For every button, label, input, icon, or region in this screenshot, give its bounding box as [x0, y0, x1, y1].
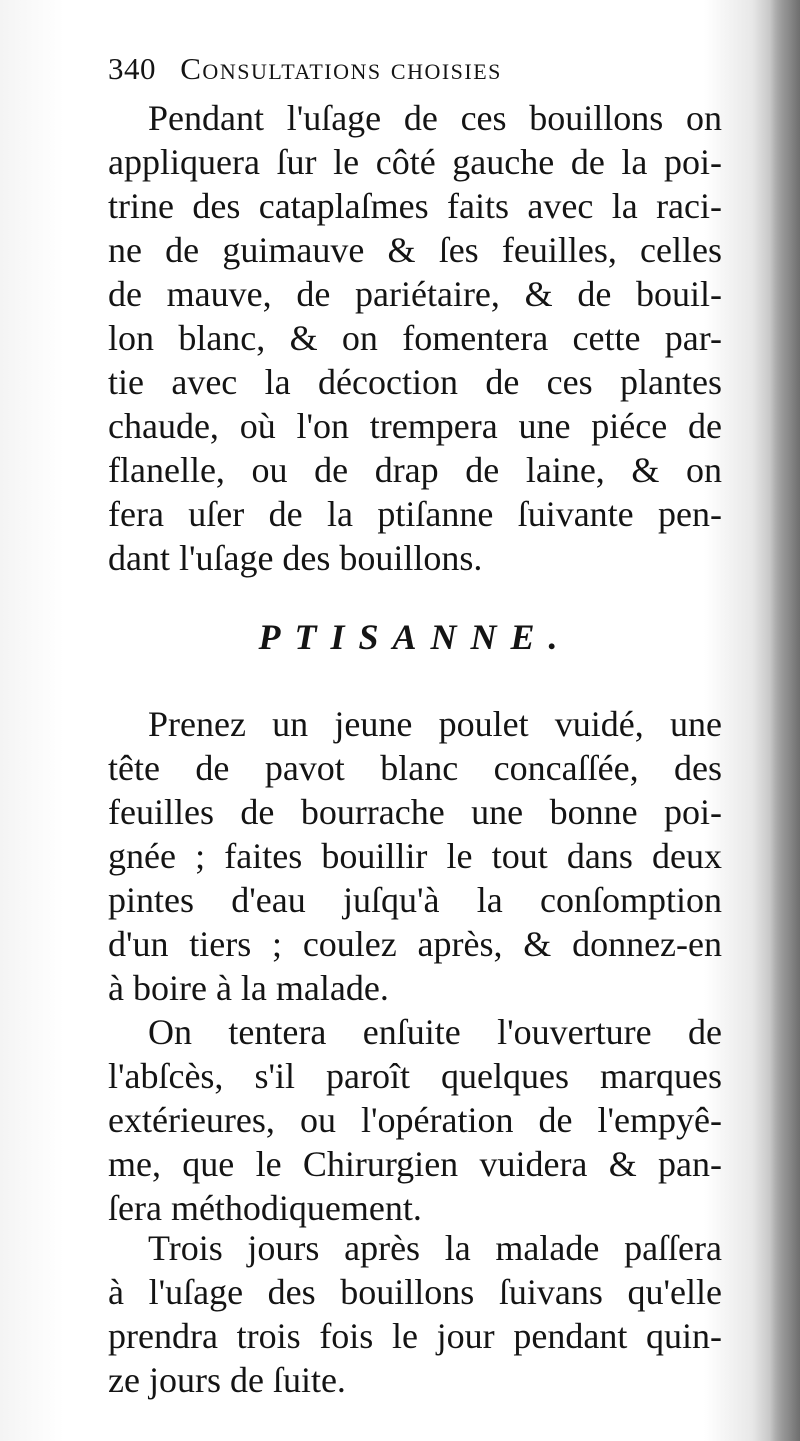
text-line: trine des cataplaſmes faits avec la raci-: [108, 186, 722, 226]
text-line: d'un tiers ; coulez après, & donnez-en: [108, 924, 722, 964]
paragraph-2: [108, 702, 722, 1010]
paragraph-3: [108, 1010, 722, 1230]
text-line: Trois jours après la malade paſſera: [148, 1228, 722, 1268]
text-line: appliquera ſur le côté gauche de la poi-: [108, 142, 722, 182]
text-line: pintes d'eau juſqu'à la conſomption: [108, 880, 722, 920]
page-number: 340: [108, 51, 156, 86]
text-line: flanelle, ou de drap de laine, & on: [108, 450, 722, 490]
text-line: chaude, où l'on trempera une piéce de: [108, 406, 722, 446]
paragraph-4: [108, 1226, 722, 1402]
binding-shadow: [770, 0, 800, 1441]
text-line: de mauve, de pariétaire, & de bouil-: [108, 274, 722, 314]
text-line: ſera méthodiquement.: [108, 1188, 422, 1228]
section-heading: PTISANNE.: [258, 617, 572, 657]
text-line: Pendant l'uſage de ces bouillons on: [148, 98, 722, 138]
text-line: feuilles de bourrache une bonne poi-: [108, 792, 722, 832]
paragraph-1: [108, 96, 722, 580]
text-line: Prenez un jeune poulet vuidé, une: [148, 704, 722, 744]
running-head: Consultations choisies: [180, 51, 502, 86]
text-line: tie avec la décoction de ces plantes: [108, 362, 722, 402]
text-line: extérieures, ou l'opération de l'empyê-: [108, 1100, 722, 1140]
text-line: à l'uſage des bouillons ſuivans qu'elle: [108, 1272, 722, 1312]
page-header: [108, 44, 648, 94]
text-line: à boire à la malade.: [108, 968, 389, 1008]
text-line: dant l'uſage des bouillons.: [108, 538, 483, 578]
text-line: prendra trois fois le jour pendant quin-: [108, 1316, 722, 1356]
text-line: ze jours de ſuite.: [108, 1360, 346, 1400]
text-line: lon blanc, & on fomentera cette par-: [108, 318, 722, 358]
text-line: fera uſer de la ptiſanne ſuivante pen-: [108, 494, 722, 534]
text-line: gnée ; faites bouillir le tout dans deux: [108, 836, 722, 876]
text-line: l'abſcès, s'il paroît quelques marques: [108, 1056, 722, 1096]
text-line: me, que le Chirurgien vuidera & pan-: [108, 1144, 722, 1184]
text-line: tête de pavot blanc concaſſée, des: [108, 748, 722, 788]
text-line: On tentera enſuite l'ouverture de: [148, 1012, 722, 1052]
text-line: ne de guimauve & ſes feuilles, celles: [108, 230, 722, 270]
